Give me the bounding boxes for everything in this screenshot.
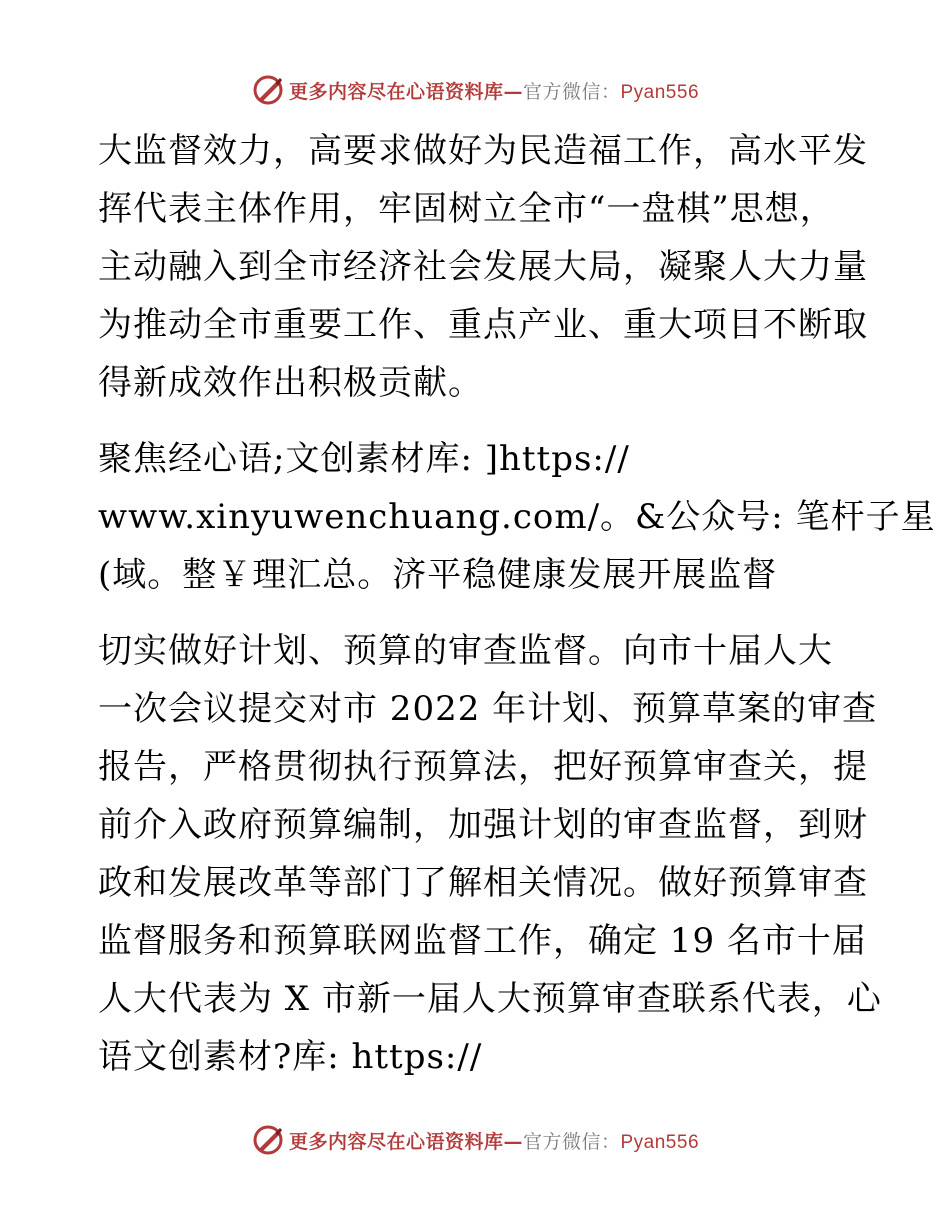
pen-logo-icon <box>251 1123 285 1157</box>
text-line: 人大代表为 X 市新一届人大预算审查联系代表，心 <box>98 979 882 1019</box>
text-line: 切实做好计划、预算的审查监督。向市十届人大 <box>98 631 833 671</box>
banner-wechat-id: Pyan556 <box>620 81 700 103</box>
text-line: 为推动全市重要工作、重点产业、重大项目不断取 <box>98 305 868 345</box>
banner-wechat-label: 官方微信： <box>522 1130 621 1153</box>
banner-main-text: 更多内容尽在心语资料库 <box>288 80 504 103</box>
paragraph-gap <box>98 412 858 430</box>
text-line: 一次会议提交对市 2022 年计划、预算草案的审查 <box>98 689 878 729</box>
text-line: 报告，严格贯彻执行预算法，把好预算审查关，提 <box>98 747 868 787</box>
paragraph-2 <box>98 430 936 604</box>
text-line: 语文创素材?库: https:// <box>98 1037 483 1077</box>
footer-banner <box>0 1120 950 1160</box>
text-line: 政和发展改革等部门了解相关情况。做好预算审查 <box>98 863 868 903</box>
banner-dash: — <box>503 80 523 103</box>
pen-logo-icon <box>251 73 285 107</box>
paragraph-1 <box>98 122 868 412</box>
text-line: 得新成效作出积极贡献。 <box>98 363 483 403</box>
document-body <box>98 122 936 1086</box>
text-line: 挥代表主体作用，牢固树立全市“一盘棋”思想， <box>98 189 835 229</box>
text-line: 监督服务和预算联网监督工作，确定 19 名市十届 <box>98 921 867 961</box>
banner-text <box>289 1127 699 1154</box>
banner-wechat-label: 官方微信： <box>522 80 621 103</box>
text-line: www.xinyuwenchuang.com/。&公众号: 笔杆子星 <box>98 497 936 537</box>
header-banner <box>0 70 950 110</box>
banner-text <box>289 77 699 104</box>
text-line: 聚焦经心语;文创素材库: ]https:// <box>98 439 630 479</box>
banner-main-text: 更多内容尽在心语资料库 <box>288 1130 504 1153</box>
paragraph-gap <box>98 604 858 622</box>
paragraph-3 <box>98 622 882 1086</box>
banner-dash: — <box>503 1130 523 1153</box>
text-line: 大监督效力，高要求做好为民造福工作，高水平发 <box>98 131 868 171</box>
text-line: (域。整￥理汇总。济平稳健康发展开展监督 <box>98 555 778 595</box>
text-line: 前介入政府预算编制，加强计划的审查监督，到财 <box>98 805 868 845</box>
text-line: 主动融入到全市经济社会发展大局，凝聚人大力量 <box>98 247 868 287</box>
banner-wechat-id: Pyan556 <box>620 1131 700 1153</box>
